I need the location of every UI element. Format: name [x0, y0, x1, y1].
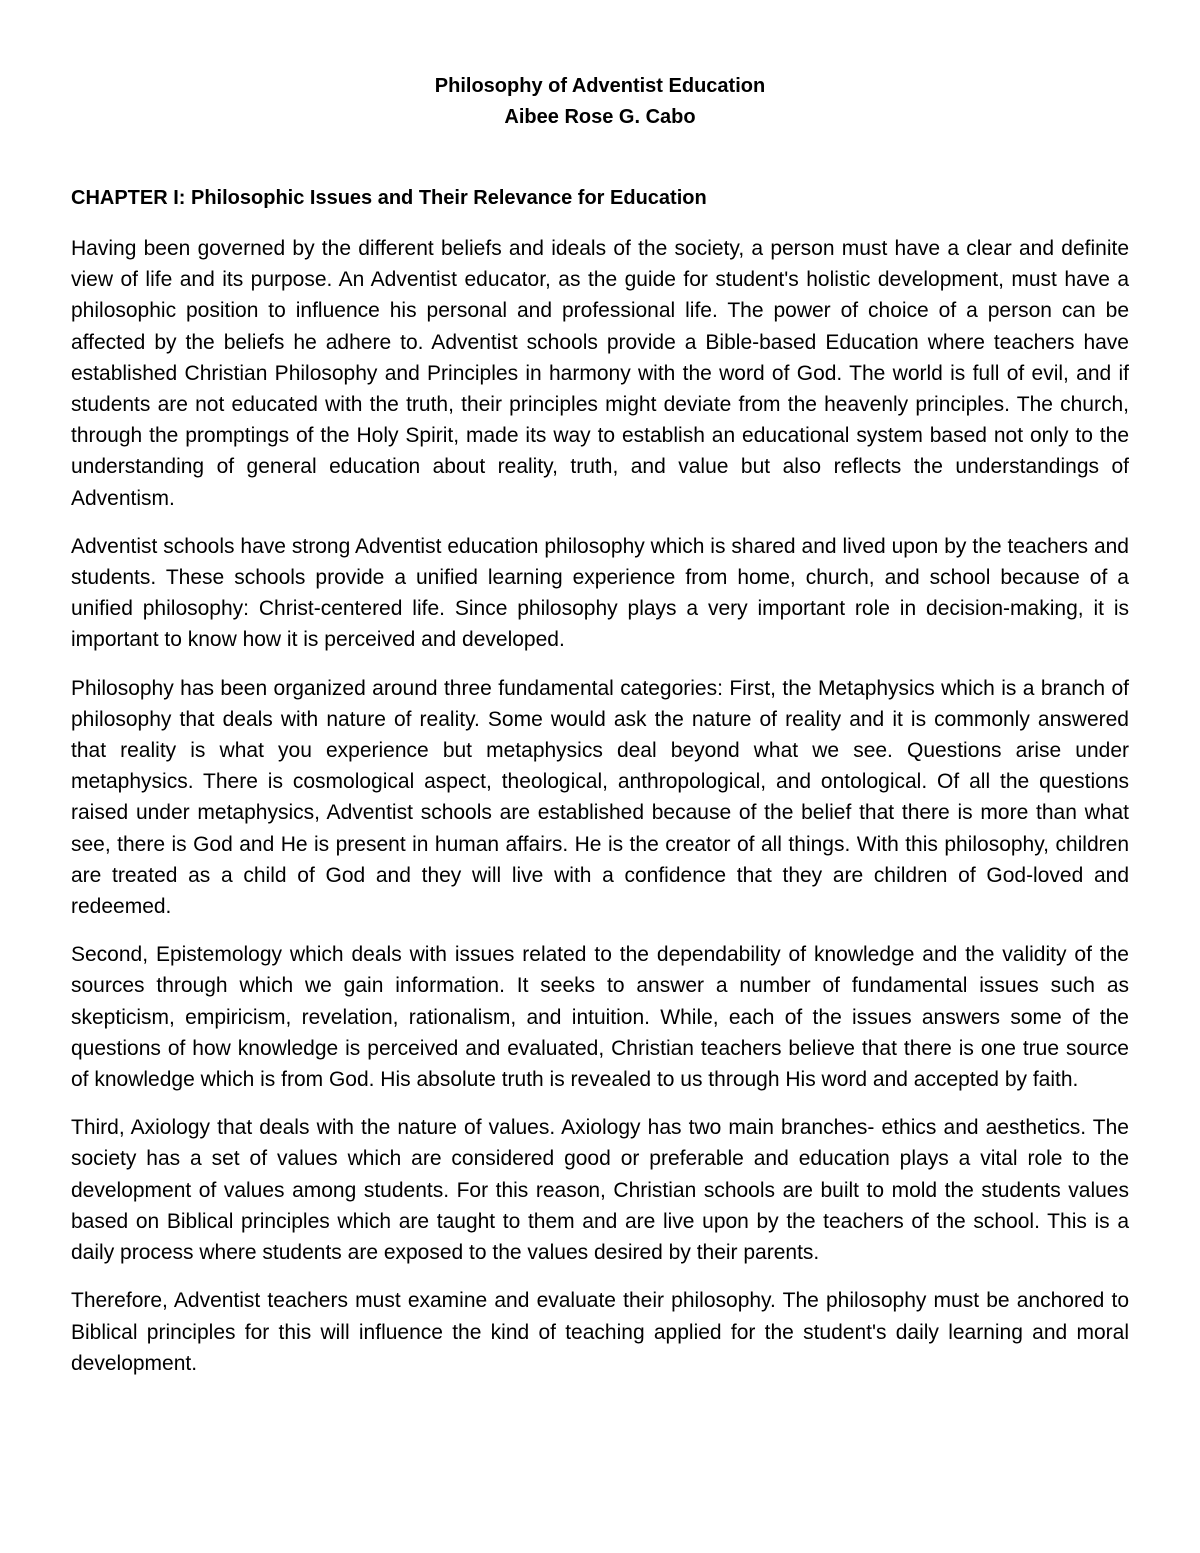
document-author: Aibee Rose G. Cabo: [504, 106, 696, 128]
paragraph-3: Philosophy has been organized around three fundamental categories: First, the Metaphysics which is a branch of philosophy that deals with nature of reality. Some would ask the nature of reality and it is commonly answered that reality is what you experience but metaphysics deal beyond what we see. Questions arise under metaphysics. There is cosmological aspect, theological, anthropological, and ontological. Of all the questions raised under metaphysics, Adventist schools are established because of the belief that there is more than what see, there is God and He is present in human affairs. He is the creator of all things. With this philosophy, children are treated as a child of God and they will live with a confidence that they are children of God-loved and redeemed.: [71, 676, 1129, 919]
paragraph-4: Second, Epistemology which deals with issues related to the dependability of knowledge and the validity of the sources through which we gain information. It seeks to answer a number of fundamental issues such as skepticism, empiricism, revelation, rationalism, and intuition. While, each of the issues answers some of the questions of how knowledge is perceived and evaluated, Christian teachers believe that there is one true source of knowledge which is from God. His absolute truth is revealed to us through His word and accepted by faith.: [71, 943, 1129, 1092]
body-text: [71, 233, 1129, 1396]
chapter-heading: CHAPTER I: Philosophic Issues and Their Relevance for Education: [71, 187, 707, 209]
paragraph-5: Third, Axiology that deals with the nature of values. Axiology has two main branches- ethics and aesthetics. The society has a set of values which are considered good or preferable and education plays a vital role to the development of values among students. For this reason, Christian schools are built to mold the students values based on Biblical principles which are taught to them and are live upon by the teachers of the school. This is a daily process where students are exposed to the values desired by their parents.: [71, 1116, 1129, 1265]
paragraph-1: Having been governed by the different beliefs and ideals of the society, a person must have a clear and definite view of life and its purpose. An Adventist educator, as the guide for student's holistic development, must have a philosophic position to influence his personal and professional life. The power of choice of a person can be affected by the beliefs he adhere to. Adventist schools provide a Bible-based Education where teachers have established Christian Philosophy and Principles in harmony with the word of God. The world is full of evil, and if students are not educated with the truth, their principles might deviate from the heavenly principles. The church, through the promptings of the Holy Spirit, made its way to establish an educational system based not only to the understanding of general education about reality, truth, and value but also reflects the understandings of Adventism.: [71, 237, 1129, 510]
paragraph-6: Therefore, Adventist teachers must examine and evaluate their philosophy. The philosophy must be anchored to Biblical principles for this will influence the kind of teaching applied for the student's daily learning and moral development.: [71, 1289, 1129, 1375]
document-title: Philosophy of Adventist Education: [434, 75, 766, 97]
paragraph-2: Adventist schools have strong Adventist education philosophy which is shared and lived upon by the teachers and students. These schools provide a unified learning experience from home, church, and school because of a unified philosophy: Christ-centered life. Since philosophy plays a very important role in decision-making, it is important to know how it is perceived and developed.: [71, 534, 1129, 652]
title-block: [0, 71, 1200, 133]
